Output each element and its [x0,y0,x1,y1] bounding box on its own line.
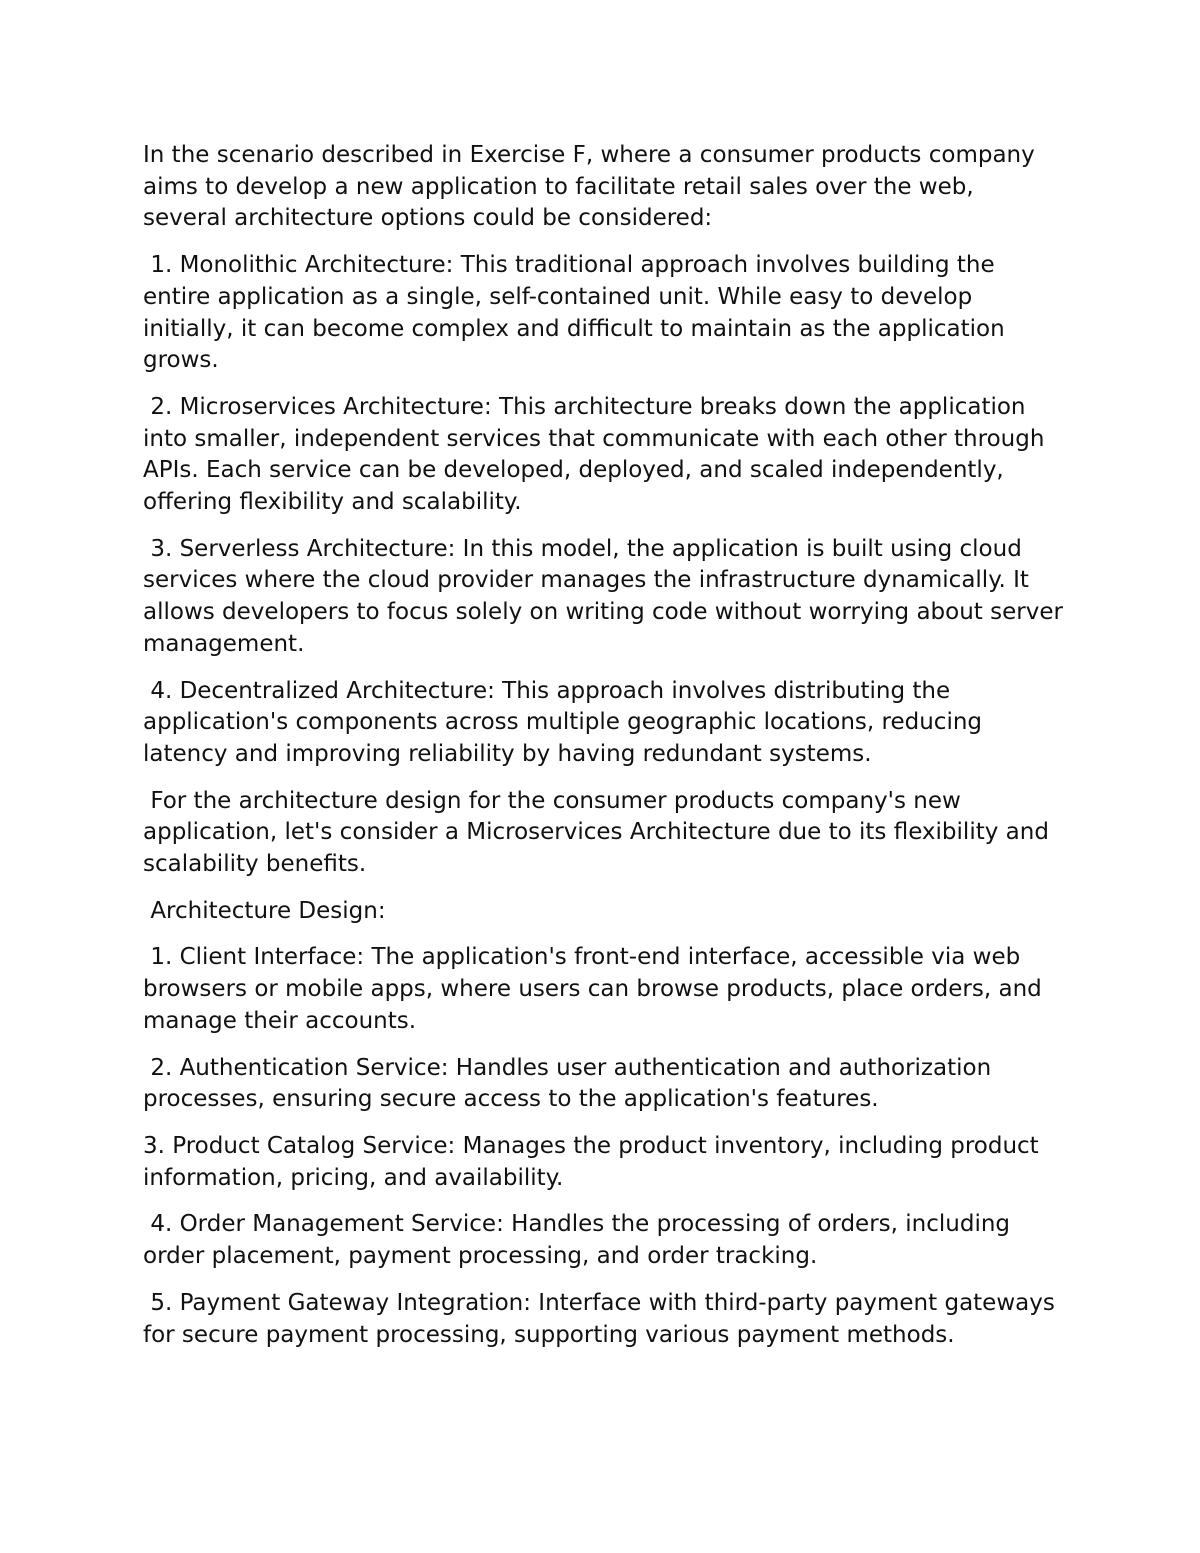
option-monolithic: 1. Monolithic Architecture: This traditional approach involves building the entire application as a single, self-contained unit. While easy to develop initially, it can become complex and difficult to maintain as the application grows. [143,252,1012,374]
design-choice-paragraph: For the architecture design for the consumer products company's new application, let's consider a Microservices Architecture due to its flexibility and scalability benefits. [143,787,1057,878]
architecture-design-heading: Architecture Design: [143,897,386,924]
intro-paragraph: In the scenario described in Exercise F, where a consumer products company aims to develop a new application to facilitate retail sales over the web, several architecture options could be considered: [143,142,1043,232]
document-body [143,140,1071,1366]
design-product-catalog-service: 3. Product Catalog Service: Manages the product inventory, including product information, pricing, and availability. [143,1132,1046,1191]
design-payment-gateway-integration: 5. Payment Gateway Integration: Interface with third-party payment gateways for secure payment processing, supporting various payment methods. [143,1289,1063,1348]
design-client-interface: 1. Client Interface: The application's front-end interface, accessible via web browsers or mobile apps, where users can browse products, place orders, and manage their accounts. [143,944,1050,1034]
option-decentralized: 4. Decentralized Architecture: This approach involves distributing the application's components across multiple geographic locations, reducing latency and improving reliability by having redundant systems. [143,677,990,767]
design-authentication-service: 2. Authentication Service: Handles user authentication and authorization processes, ensuring secure access to the application's features. [143,1054,999,1113]
option-serverless: 3. Serverless Architecture: In this model, the application is built using cloud services where the cloud provider manages the infrastructure dynamically. It allows developers to focus solely on writing code without worrying about server management. [143,535,1071,657]
design-order-management-service: 4. Order Management Service: Handles the processing of orders, including order placement, payment processing, and order tracking. [143,1211,1018,1270]
option-microservices: 2. Microservices Architecture: This architecture breaks down the application into smaller, independent services that communicate with each other through APIs. Each service can be developed, deployed, and scaled independently, offering flexibility and scalability. [143,393,1052,516]
